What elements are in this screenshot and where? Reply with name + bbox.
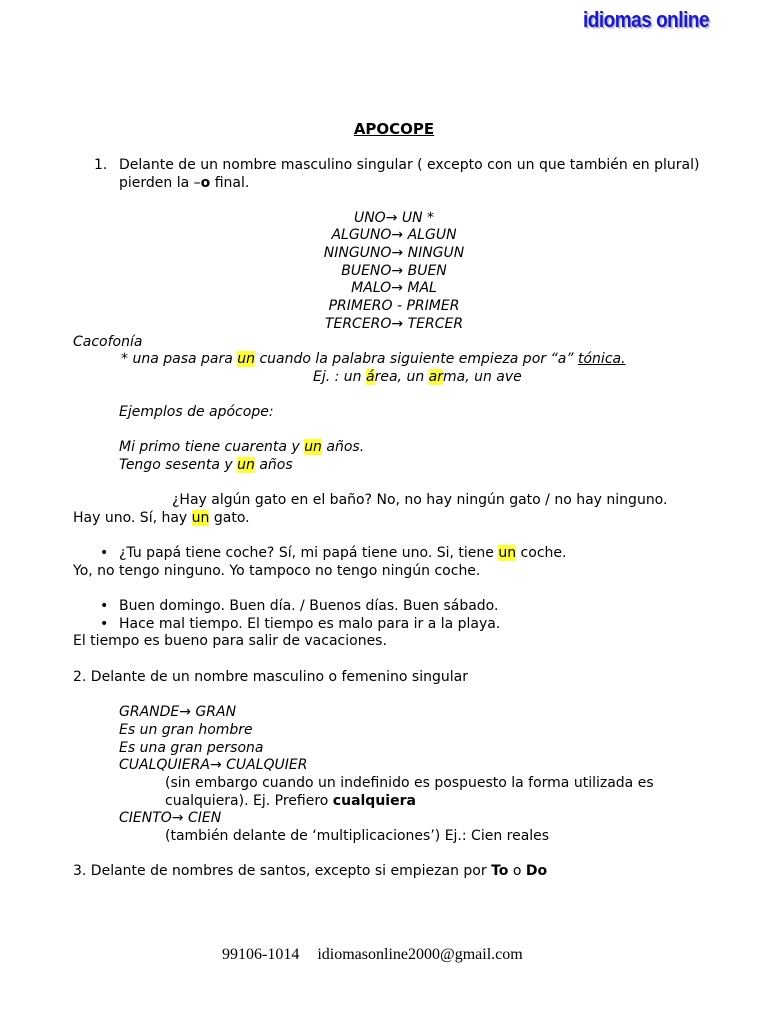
gran-pair: GRANDE→ GRAN — [119, 704, 237, 720]
footer-contact — [222, 946, 523, 964]
apocope-pair: BUENO→ BUEN — [341, 263, 447, 279]
apocope-pair: TERCERO→ TERCER — [324, 316, 464, 332]
examples-heading: Ejemplos de apócope: — [119, 404, 274, 420]
apocope-pair: MALO→ MAL — [351, 280, 437, 296]
rule-2: 2. Delante de un nombre masculino o femenino singular — [73, 669, 468, 685]
coche-line-2: Yo, no tengo ninguno. Yo tampoco no tengo ningún coche. — [73, 563, 481, 579]
cualquier-pair: CUALQUIERA→ CUALQUIER — [119, 757, 308, 773]
buen-line-1: Buen domingo. Buen día. / Buenos días. Buen sábado. — [119, 598, 499, 614]
example-line: Tengo sesenta y un años — [119, 457, 293, 473]
gato-line-1: ¿Hay algún gato en el baño? No, no hay ningún gato / no hay ninguno. — [172, 492, 668, 508]
cacofonia-example: Ej. : un área, un arma, un ave — [313, 369, 522, 385]
rule-3: 3. Delante de nombres de santos, excepto si empiezan por To o Do — [73, 863, 548, 879]
rule-1-line-1: Delante de un nombre masculino singular ( excepto con un que también en plural) — [119, 157, 700, 173]
cualquier-note: (sin embargo cuando un indefinido es pospuesto la forma utilizada es — [165, 775, 654, 791]
buen-line-2: Hace mal tiempo. El tiempo es malo para ir a la playa. — [119, 616, 501, 632]
bullet-icon: • — [100, 545, 109, 561]
gato-line-2: Hay uno. Sí, hay un gato. — [73, 510, 250, 526]
cacofonia-label: Cacofonía — [73, 334, 143, 350]
page-title: APOCOPE — [353, 120, 435, 138]
bullet-icon: • — [100, 598, 109, 614]
apocope-pair: NINGUNO→ NINGUN — [323, 245, 465, 261]
brand-logo: idiomas online — [583, 8, 710, 33]
gran-example: Es una gran persona — [119, 740, 264, 756]
gran-example: Es un gran hombre — [119, 722, 253, 738]
cien-pair: CIENTO→ CIEN — [119, 810, 222, 826]
example-line: Mi primo tiene cuarenta y un años. — [119, 439, 365, 455]
footer-phone: 99106-1014 — [222, 946, 300, 963]
footer-email[interactable]: idiomasonline2000@gmail.com — [317, 946, 523, 963]
apocope-pair: ALGUNO→ ALGUN — [331, 227, 457, 243]
bullet-icon: • — [100, 616, 109, 632]
coche-line-1: ¿Tu papá tiene coche? Sí, mi papá tiene uno. Si, tiene un coche. — [119, 545, 567, 561]
cacofonia-note: * una pasa para un cuando la palabra siguiente empieza por “a” tónica. — [121, 351, 626, 367]
apocope-pair: PRIMERO - PRIMER — [328, 298, 460, 314]
cien-note: (también delante de ‘multiplicaciones’) Ej.: Cien reales — [165, 828, 550, 844]
rule-1-line-2: pierden la –o final. — [119, 175, 250, 191]
cualquier-note: cualquiera). Ej. Prefiero cualquiera — [165, 793, 416, 809]
rule-1-number: 1. — [94, 157, 108, 173]
buen-line-3: El tiempo es bueno para salir de vacaciones. — [73, 633, 387, 649]
apocope-pair: UNO→ UN * — [353, 210, 435, 226]
